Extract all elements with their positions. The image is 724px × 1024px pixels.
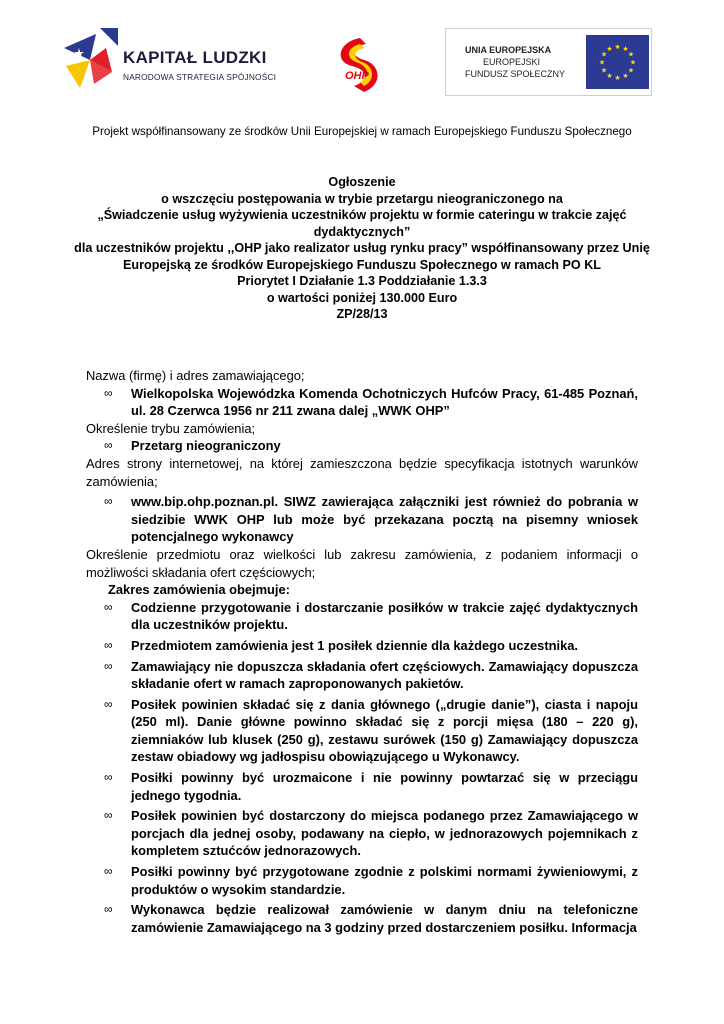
svg-text:★: ★ [614,43,621,51]
document-body [86,367,638,936]
name-value: Wielkopolska Wojewódzka Komenda Ochotniczych Hufców Pracy, 61-485 Poznań, ul. 28 Czerwca 1956 nr 211 zwana dalej „WWK OHP” [131,385,638,419]
infinity-bullet-icon: ∞ [104,808,113,823]
scope-title: Zakres zamówienia obejmuje: [108,582,290,598]
heading-subject: „Świadczenie usług wyżywienia uczestników projektu w formie cateringu w trakcie zajęć dydaktycznych” [97,208,627,239]
mode-value: Przetarg nieograniczony [131,438,281,454]
eu-line-2: EUROPEJSKI [483,57,541,67]
scope-item-text: Codzienne przygotowanie i dostarczanie posiłków w trakcie zajęć dydaktycznych dla uczestników projektu. [131,599,638,633]
cofinance-note: Projekt współfinansowany ze środków Unii Europejskiej w ramach Europejskiego Funduszu Społecznego [92,125,632,138]
infinity-bullet-icon: ∞ [104,902,113,917]
heading-title: Ogłoszenie [328,175,396,189]
infinity-bullet-icon: ∞ [104,385,113,400]
scope-item [86,696,638,766]
infinity-bullet-icon: ∞ [104,599,113,614]
logo-bar [60,26,660,96]
eu-line-1: UNIA EUROPEJSKA [465,45,552,55]
svg-text:★: ★ [600,66,608,75]
heading-procedure: o wszczęciu postępowania w trybie przetargu nieograniczonego na [161,191,563,206]
kapital-ludzki-subtitle: NARODOWA STRATEGIA SPÓJNOŚCI [123,72,277,82]
infinity-bullet-icon: ∞ [104,696,113,711]
scope-item [86,863,638,898]
kapital-ludzki-logo [60,26,280,92]
heading-reference: ZP/28/13 [336,307,388,321]
scope-item [86,658,638,693]
eu-logo [445,28,652,96]
infinity-bullet-icon: ∞ [104,658,113,673]
svg-text:★: ★ [622,45,629,53]
svg-text:★: ★ [627,66,635,75]
ohp-label: OHP [345,70,369,82]
infinity-bullet-icon: ∞ [104,438,113,453]
scope-item-text: Przedmiotem zamówienia jest 1 posiłek dziennie dla każdego uczestnika. [131,637,579,653]
scope-item-text: Posiłki powinny być przygotowane zgodnie z polskimi normami żywieniowymi, z produktów o wysokim standardzie. [131,864,638,897]
heading-value: o wartości poniżej 130.000 Euro [266,290,458,305]
eu-flag-icon [586,35,649,89]
heading-project: dla uczestników projektu ,,OHP jako realizator usług rynku pracy” współfinansowany przez Unię Europejską ze środków Europejskiego Funduszu Społecznego w ramach PO KL [74,241,650,272]
website-value: www.bip.ohp.poznan.pl. SIWZ zawierająca załączniki jest również do pobrania w siedzibie WWK OHP lub może być przekazana pocztą na pisemny wniosek potencjalnego wykonawcy [131,494,638,545]
infinity-bullet-icon: ∞ [104,864,113,879]
bullet-name [86,385,638,420]
ohp-emblem-icon [330,36,390,94]
scope-item-text: Posiłek powinien być dostarczony do miejsca podanego przez Zamawiającego w porcjach dla jednej osoby, podawany na ciepło, w jednorazowych pojemnikach z kompletem sztućców jednorazowych. [131,808,638,859]
label-subject: Określenie przedmiotu oraz wielkości lub zakresu zamówienia, z podaniem informacji o możliwości składania ofert częściowych; [86,546,638,580]
scope-item-text: Zamawiający nie dopuszcza składania ofert częściowych. Zamawiający dopuszcza składanie ofert w ramach zaproponowanych pakietów. [131,658,638,692]
label-name: Nazwa (firmę) i adres zamawiającego; [86,368,305,383]
heading-priority: Priorytet I Działanie 1.3 Poddziałanie 1.3.3 [237,274,487,288]
announcement-heading [70,174,654,323]
bullet-mode [86,437,638,455]
kapital-ludzki-title: KAPITAŁ LUDZKI [123,48,267,67]
svg-text:★: ★ [600,50,608,59]
scope-item [86,807,638,860]
svg-text:★: ★ [598,58,606,67]
scope-item-text: Posiłek powinien składać się z dania głównego („drugie danie”), ciasta i napoju (250 ml). Danie główne powinno składać się z porcji mięsa (180 – 220 g), ziemniaków lub klusek (250 g), zestawu surówek (150 g) Zamawiający dopuszcza zestaw obiadowy wg jadłospisu obowiązującego u Wykonawcy. [131,696,638,765]
svg-text:★: ★ [606,72,613,80]
scope-item-text: Posiłki powinny być urozmaicone i nie powinny powtarzać się w przeciągu jednego tygodnia. [131,770,638,803]
scope-item [86,637,638,655]
scope-item [86,769,638,804]
scope-item [86,599,638,634]
svg-text:★: ★ [614,74,621,82]
ohp-logo [330,36,390,94]
infinity-bullet-icon: ∞ [104,770,113,785]
kapital-ludzki-emblem-icon [60,26,120,90]
svg-text:★: ★ [622,72,629,80]
bullet-website [86,493,638,546]
scope-item-text: Wykonawca będzie realizował zamówienie w danym dniu na telefoniczne zamówienie Zamawiającego na 3 godziny przed dostarczeniem posiłku. Informacja [131,902,638,935]
svg-text:★: ★ [629,58,637,67]
label-website: Adres strony internetowej, na której zamieszczona będzie specyfikacja istotnych warunków zamówienia; [86,455,638,489]
svg-text:★: ★ [606,45,613,53]
scope-item [86,901,638,936]
label-mode: Określenie trybu zamówienia; [86,420,256,436]
infinity-bullet-icon: ∞ [104,637,113,652]
eu-line-3: FUNDUSZ SPOŁECZNY [465,69,566,79]
svg-text:★: ★ [627,50,635,59]
infinity-bullet-icon: ∞ [104,494,113,509]
